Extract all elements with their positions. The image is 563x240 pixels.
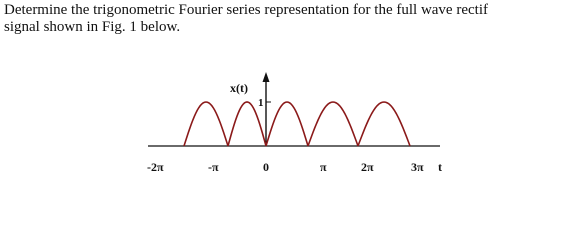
signal-arch bbox=[358, 102, 410, 146]
signal-arch bbox=[266, 102, 308, 146]
x-tick-label: 2π bbox=[361, 160, 374, 174]
x-tick-label: -2π bbox=[147, 160, 164, 174]
signal-arch bbox=[308, 102, 358, 146]
signal-arch bbox=[184, 102, 228, 146]
x-tick-label: 3π bbox=[411, 160, 424, 174]
x-axis-label: t bbox=[438, 160, 442, 174]
x-tick-label: -π bbox=[208, 160, 219, 174]
y-axis-arrowhead bbox=[263, 72, 270, 82]
x-tick-label: π bbox=[320, 160, 327, 174]
y-tick-label: 1 bbox=[258, 97, 264, 109]
question-line-1: Determine the trigonometric Fourier series representation for the full wave rectif bbox=[4, 2, 488, 18]
question-line-2: signal shown in Fig. 1 below. bbox=[4, 19, 181, 35]
rectified-sine-arches bbox=[184, 102, 410, 146]
x-tick-labels bbox=[147, 160, 424, 174]
x-tick-label: 0 bbox=[263, 160, 269, 174]
y-axis-label: x(t) bbox=[230, 81, 248, 95]
